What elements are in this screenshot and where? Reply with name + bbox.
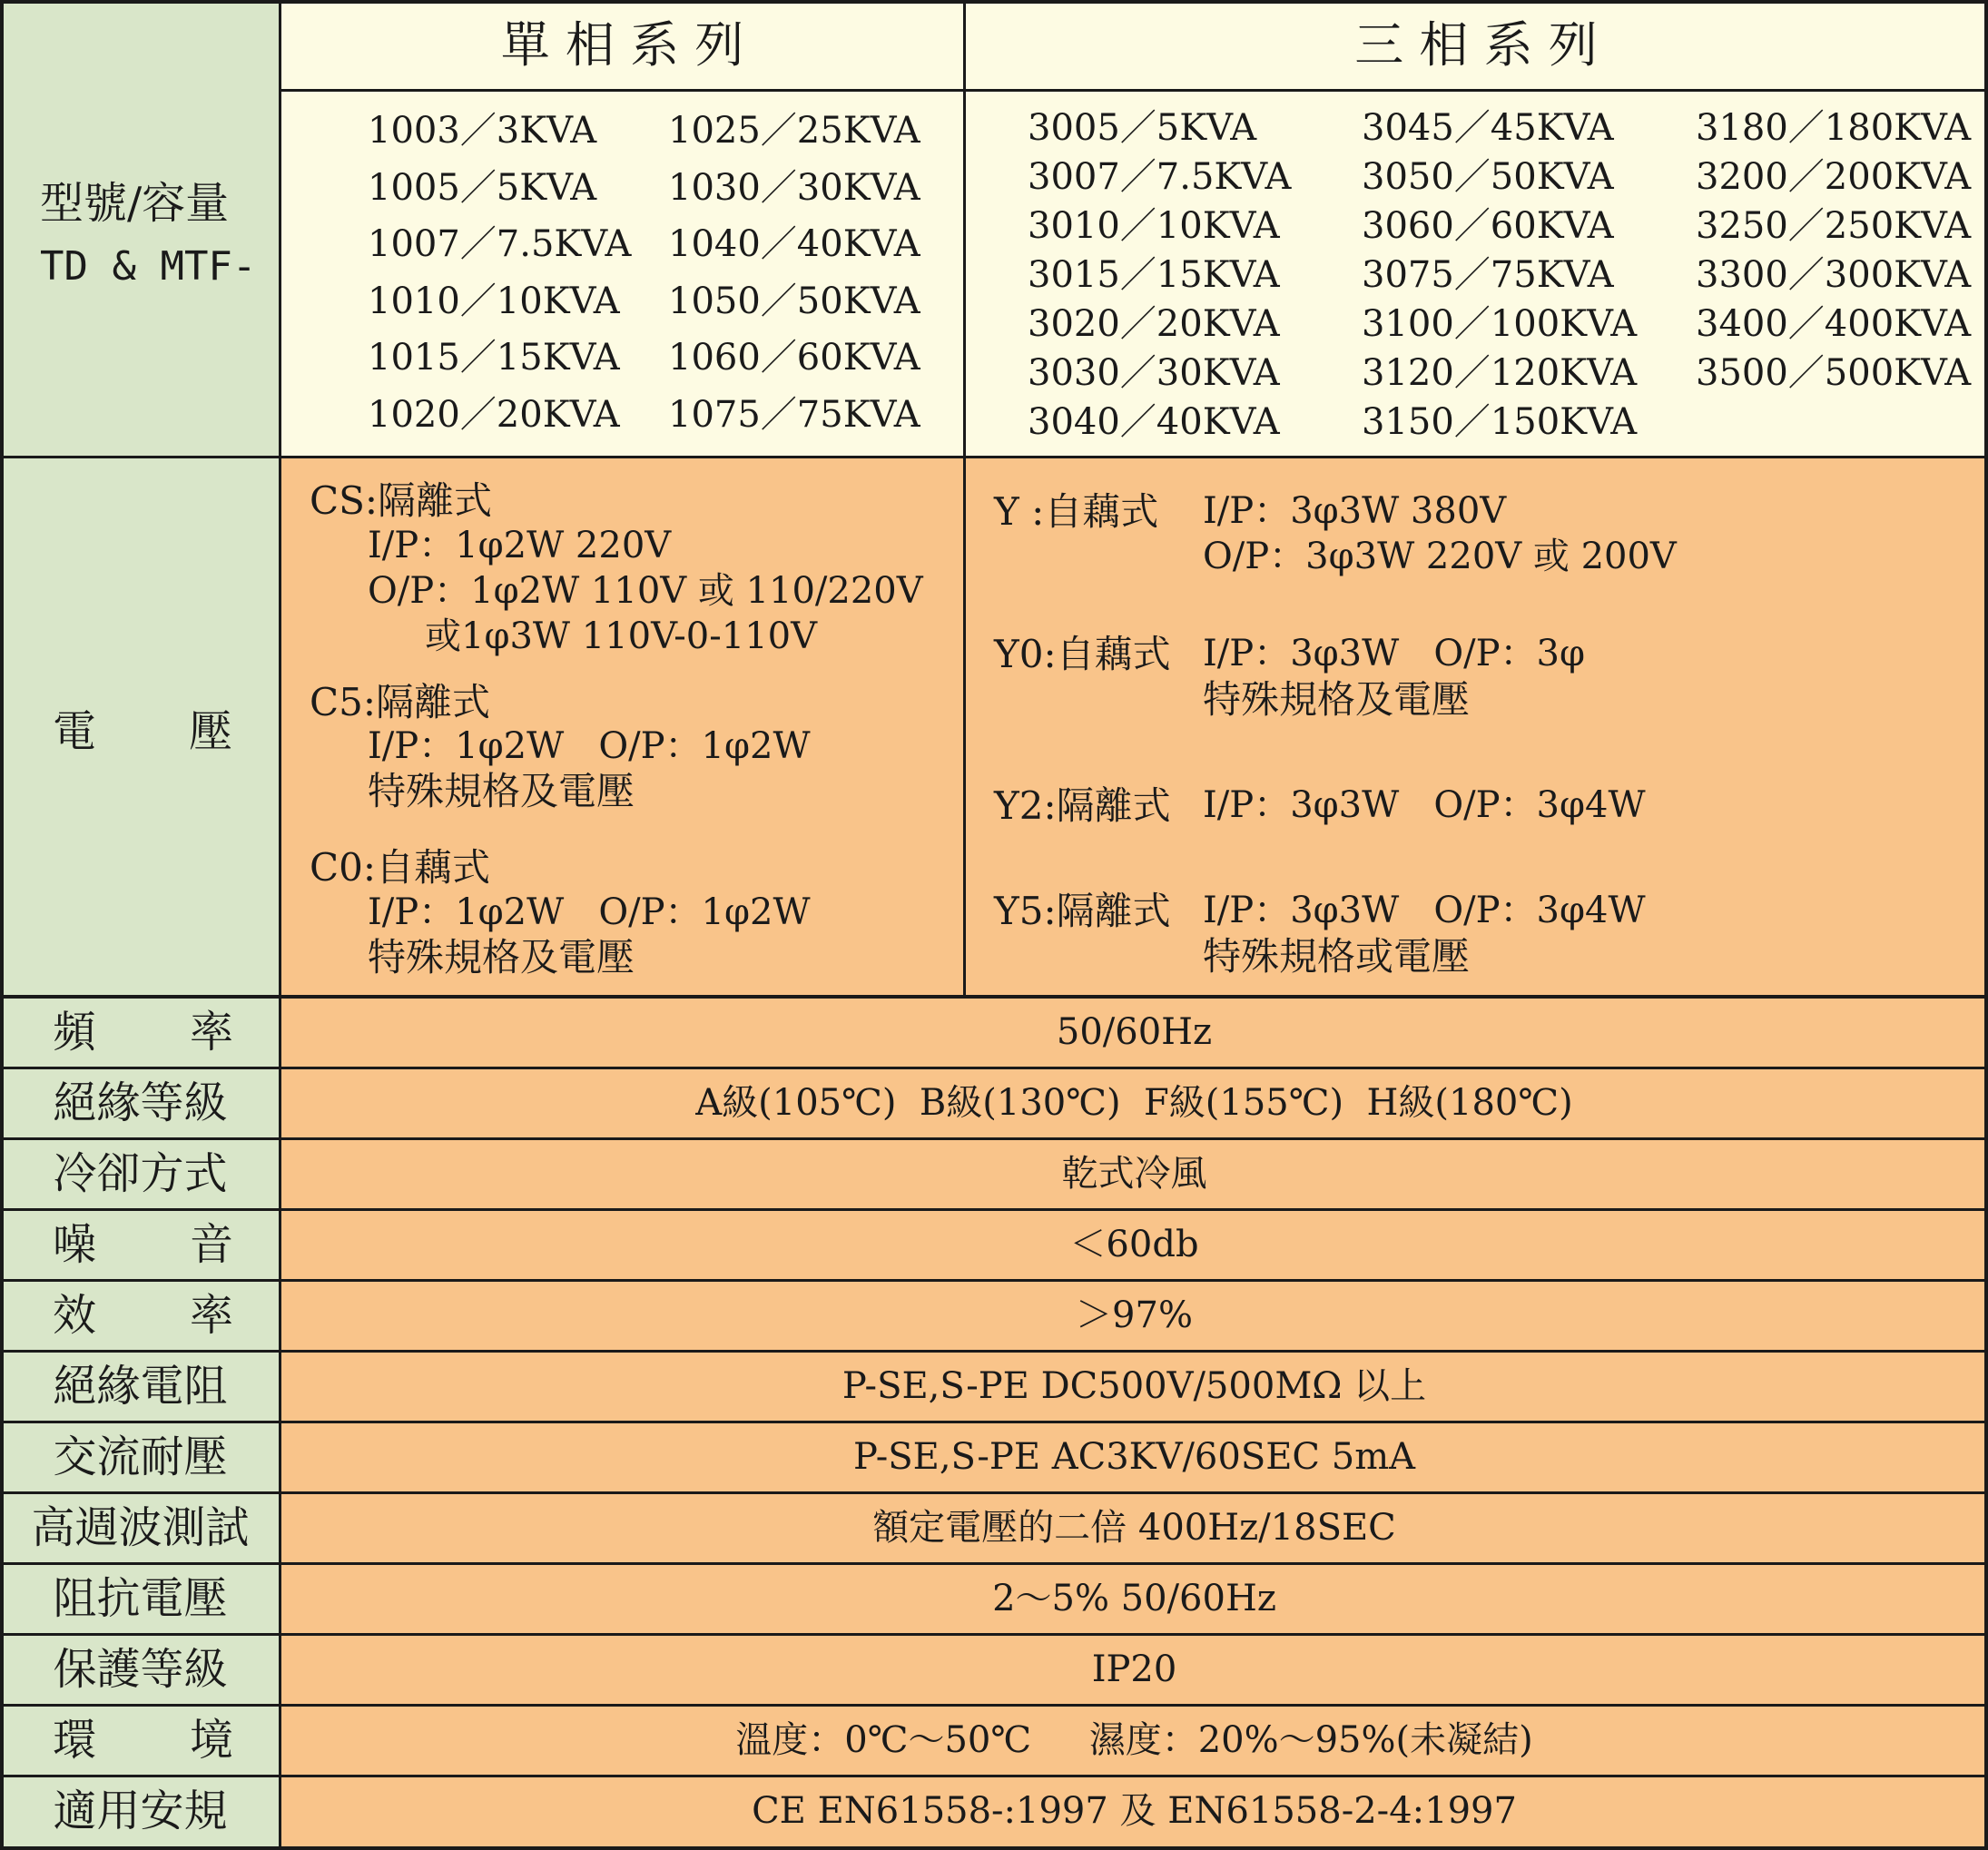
model-entry: 3180／180KVA [1696,107,1972,149]
y0-line-2: 特殊規格及電壓 [1203,677,1471,722]
row-label [0,1492,280,1563]
row-label-char: 環 [53,1715,97,1766]
model-entry: 3015／15KVA [1028,254,1280,296]
model-entry: 3010／10KVA [1028,205,1280,247]
y2-line-1: I/P：3φ3W O/P：3φ4W [1203,784,1646,826]
row-value-text: ＜60db [1069,1224,1199,1265]
model-entry: 3500／500KVA [1696,352,1972,394]
row-value-text: A級(105℃) B級(130℃) F級(155℃) H級(180℃) [695,1082,1573,1124]
row-value [280,1492,1988,1563]
row-label-char: 效 [53,1290,97,1341]
row-value [280,1705,1988,1776]
model-entry: 1025／25KVA [668,110,920,152]
row-divider [0,1562,1988,1565]
y0-line-1: I/P：3φ3W O/P：3φ [1203,633,1585,674]
row-divider [0,1775,1988,1777]
row-value [280,1280,1988,1351]
model-entry: 3300／300KVA [1696,254,1972,296]
row-label [0,1422,280,1492]
model-entry: 1007／7.5KVA [368,223,632,265]
model-entry: 1010／10KVA [368,280,620,322]
row-label-text: 適用安規 [53,1786,228,1836]
cs-title: CS:隔離式 [310,478,493,523]
single-phase-header: 單 相 系 列 [280,0,964,90]
row-value [280,1138,1988,1209]
row-label [0,1280,280,1351]
row-label-text: 絕緣等級 [53,1078,228,1128]
model-label-cell [0,0,280,458]
row-label-char: 率 [189,1290,233,1341]
c0-line-2: 特殊規格及電壓 [368,935,635,979]
model-entry: 3050／50KVA [1362,156,1614,198]
model-entry: 1060／60KVA [668,337,920,379]
row-label-text: 保護等級 [53,1644,228,1695]
model-entry: 1003／3KVA [368,110,597,152]
border-bottom [0,1846,1988,1850]
model-entry: 3007／7.5KVA [1028,156,1292,198]
cs-line-2: O/P：1φ2W 110V 或 110/220V [368,570,923,612]
model-entry: 1020／20KVA [368,393,620,436]
model-entry: 3150／150KVA [1362,401,1638,443]
model-entry: 3030／30KVA [1028,352,1280,394]
row-label [0,1634,280,1705]
row-divider [0,1704,1988,1707]
phase-divider [963,0,966,997]
cs-line-3: 或1φ3W 110V-0-110V [425,615,818,657]
row-divider [0,1491,1988,1494]
model-entry: 1075／75KVA [668,393,920,436]
border-left [0,0,4,1850]
model-entry: 3200／200KVA [1696,156,1972,198]
model-entry: 1005／5KVA [368,166,597,209]
header-divider [280,89,1988,92]
row-divider [0,1350,1988,1353]
row-value [280,1634,1988,1705]
row-label-text: 阻抗電壓 [53,1573,228,1624]
row-value [280,1422,1988,1492]
row-value [280,1068,1988,1138]
row-label-text: 冷卻方式 [53,1148,228,1199]
row-value [280,1209,1988,1280]
row-label-text: 交流耐壓 [53,1432,228,1482]
y5-title: Y5:隔離式 [994,889,1171,933]
y5-line-2: 特殊規格或電壓 [1203,934,1471,979]
row-value-text: IP20 [1091,1648,1177,1690]
model-entry: 3100／100KVA [1362,303,1638,345]
y0-title: Y0:自藕式 [994,632,1171,676]
row-divider [0,1633,1988,1636]
model-entry: 1040／40KVA [668,223,920,265]
voltage-divider [0,995,1988,999]
border-top [0,0,1988,4]
row-label-char: 噪 [53,1219,97,1270]
row-value-text: 乾式冷風 [1061,1153,1207,1195]
voltage-label-a: 電 [53,706,97,757]
row-label-char: 頻 [53,1007,97,1058]
y-line-1: I/P：3φ3W 380V [1203,490,1507,532]
model-divider [0,456,1988,458]
model-entry: 1050／50KVA [668,280,920,322]
y5-line-1: I/P：3φ3W O/P：3φ4W [1203,890,1646,931]
model-entry: 3040／40KVA [1028,401,1280,443]
y-line-2: O/P：3φ3W 220V 或 200V [1203,536,1677,577]
c0-line-1: I/P：1φ2W O/P：1φ2W [368,891,811,933]
c5-title: C5:隔離式 [310,680,491,724]
cs-line-1: I/P：1φ2W 220V [368,525,672,566]
row-label [0,1351,280,1422]
row-label [0,1776,280,1846]
row-value-text: 2～5% 50/60Hz [992,1578,1276,1619]
row-value-text: P-SE,S-PE AC3KV/60SEC 5mA [852,1436,1416,1478]
row-value-text: 額定電壓的二倍 400Hz/18SEC [872,1507,1396,1549]
row-divider [0,1279,1988,1282]
label-divider [279,0,281,1850]
row-value-text: P-SE,S-PE DC500V/500MΩ 以上 [841,1365,1427,1407]
row-label-char: 率 [189,1007,233,1058]
row-label-char: 境 [189,1715,233,1766]
row-label [0,1068,280,1138]
model-entry: 3250／250KVA [1696,205,1972,247]
model-entry: 3120／120KVA [1362,352,1638,394]
row-value [280,1563,1988,1634]
row-label-char: 音 [189,1219,233,1270]
row-label [0,1563,280,1634]
c0-title: C0:自藕式 [310,845,491,890]
model-entry: 1030／30KVA [668,166,920,209]
row-value [280,1776,1988,1846]
model-entry: 1015／15KVA [368,337,620,379]
model-entry: 3020／20KVA [1028,303,1280,345]
row-divider [0,1137,1988,1140]
row-divider [0,1067,1988,1069]
row-label [0,1209,280,1280]
model-label-line2: TD & MTF- [40,243,257,290]
border-right [1984,0,1988,1850]
y-title: Y :自藕式 [994,489,1159,534]
row-value [280,997,1988,1068]
row-value-text: 50/60Hz [1056,1011,1213,1053]
model-entry: 3045／45KVA [1362,107,1614,149]
model-entry: 3005／5KVA [1028,107,1257,149]
row-value [280,1351,1988,1422]
row-value-text: ＞97% [1076,1294,1193,1336]
model-entry: 3060／60KVA [1362,205,1614,247]
c5-line-2: 特殊規格及電壓 [368,769,635,813]
row-label [0,1138,280,1209]
voltage-label-cell [0,458,280,997]
y2-title: Y2:隔離式 [994,783,1171,828]
row-value-text: 溫度：0℃～50℃ 濕度：20%～95%(未凝結) [735,1719,1533,1761]
row-divider [0,1208,1988,1211]
row-label-text: 高週波測試 [31,1502,250,1553]
row-value-text: CE EN61558-:1997 及 EN61558-2-4:1997 [752,1790,1517,1832]
row-divider [0,1421,1988,1423]
row-label [0,997,280,1068]
model-entry: 3075／75KVA [1362,254,1614,296]
row-label [0,1705,280,1776]
c5-line-1: I/P：1φ2W O/P：1φ2W [368,725,811,767]
model-entry: 3400／400KVA [1696,303,1972,345]
row-label-text: 絕緣電阻 [53,1361,228,1412]
voltage-label-b: 壓 [189,706,233,757]
model-label-line1: 型號/容量 [40,178,230,229]
three-phase-header: 三 相 系 列 [964,0,1988,90]
